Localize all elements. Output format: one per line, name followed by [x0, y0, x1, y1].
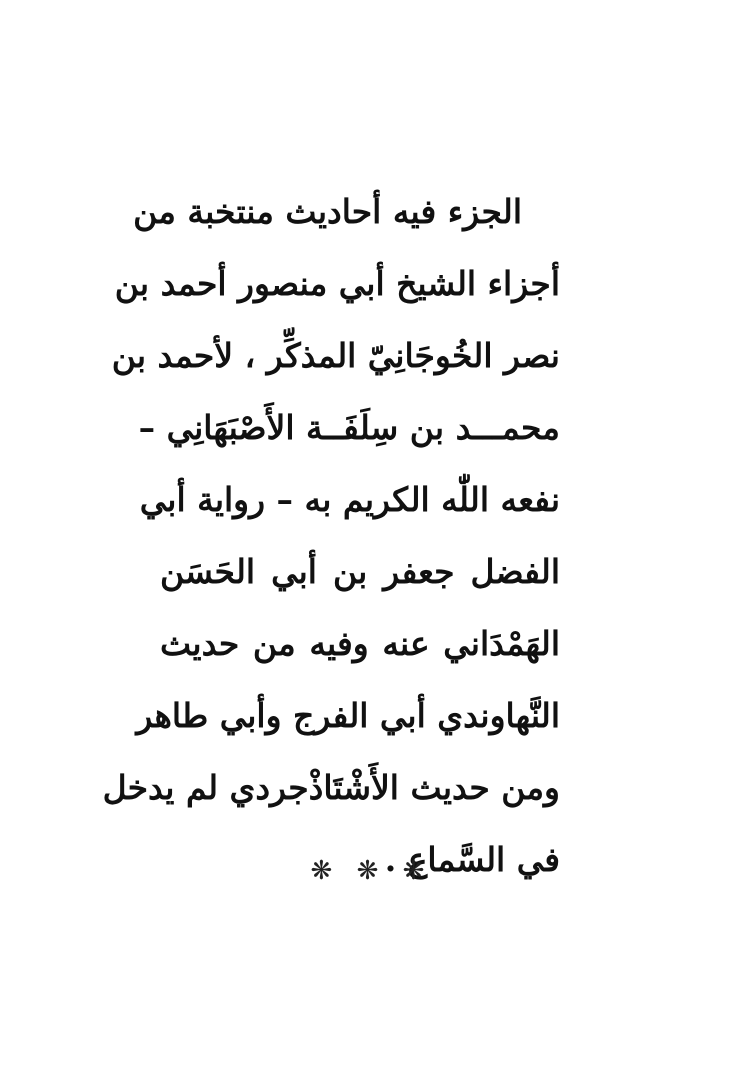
text-line: الفضل جعفر بن أبي الحَسَن	[160, 552, 560, 591]
text-line: نصر الخُوجَانِيّ المذكِّر ، لأحمد بن	[111, 336, 560, 375]
text-line: ومن حديث الأَشْتَاذْجردي لم يدخل	[102, 768, 560, 807]
title-paragraph	[102, 176, 560, 896]
text-line: الجزء فيه أحاديث منتخبة من	[133, 192, 522, 231]
text-line: نفعه اللّٰه الكريم به – رواية أبي	[139, 480, 560, 519]
text-line: في السَّماع .	[384, 840, 560, 879]
text-line: الهَمْدَاني عنه وفيه من حديث	[160, 624, 560, 663]
asterism-ornament: ❋ ❋ ❋	[310, 856, 433, 886]
text-line: محمـــد بن سِلَفَــة الأَصْبَهَانِي –	[138, 408, 560, 447]
text-line: النَّهاوندي أبي الفرج وأبي طاهر	[136, 696, 560, 735]
text-line: أجزاء الشيخ أبي منصور أحمد بن	[114, 264, 560, 303]
